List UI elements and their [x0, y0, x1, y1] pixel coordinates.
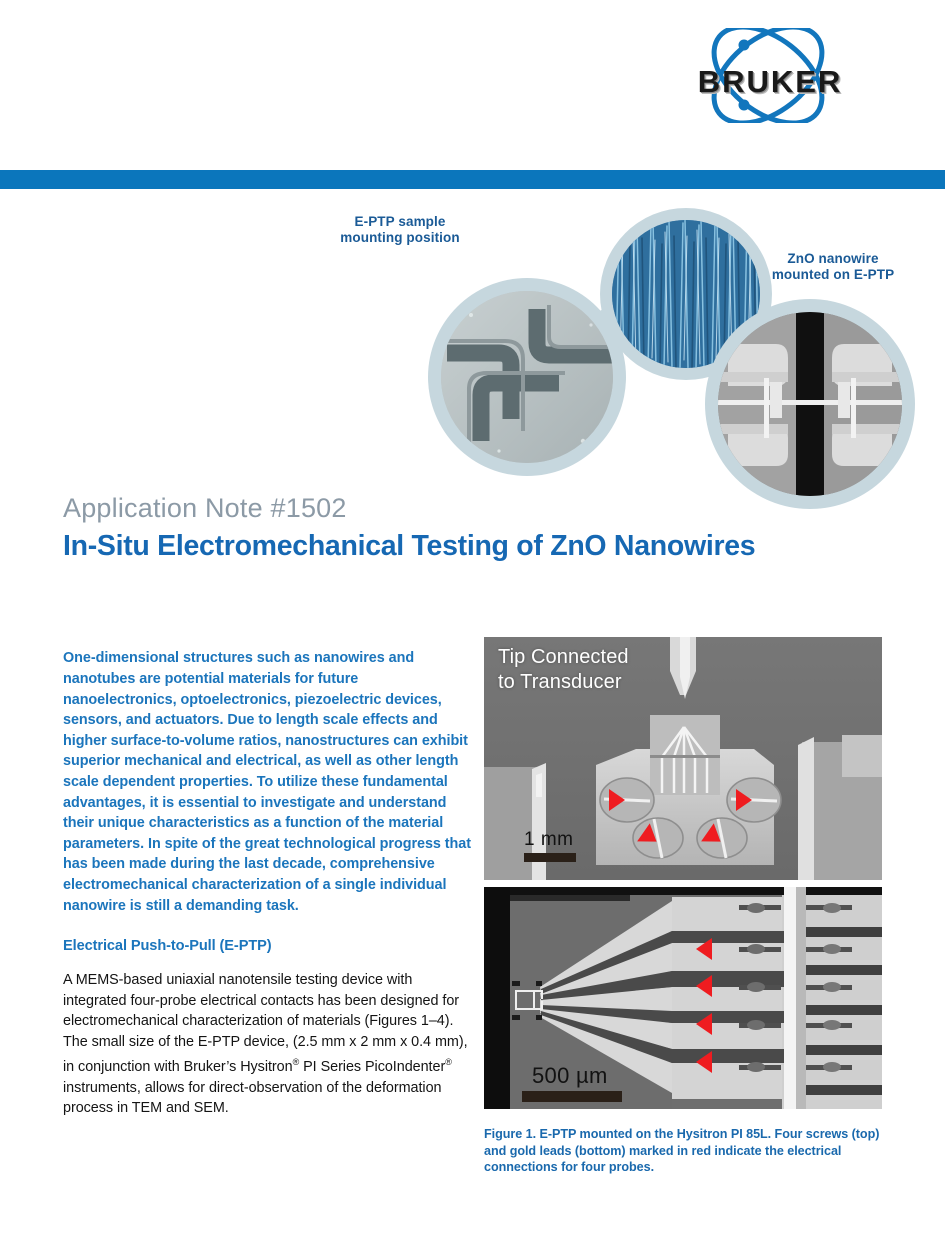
- section-paragraph-eptp: [63, 970, 475, 1119]
- title-block: [63, 492, 893, 564]
- bruker-logo: [676, 28, 861, 123]
- red-arrow-lead-2: [696, 975, 712, 997]
- eptp-device-image: [441, 291, 613, 463]
- article-left-column: [63, 634, 475, 1133]
- hero-label-eptp-line1: E-PTP sample: [354, 214, 446, 229]
- section-heading-eptp: Electrical Push-to-Pull (E-PTP): [63, 938, 272, 955]
- red-arrow-lead-1: [696, 938, 712, 960]
- logo-wordmark: BRUKER: [697, 64, 843, 99]
- hero-label-zno-line2: mounted on E-PTP: [771, 267, 895, 282]
- sem-top-overlay-line1: Tip Connected: [498, 646, 629, 668]
- hero-label-eptp-line2: mounting position: [340, 230, 460, 245]
- intro-paragraph: One-dimensional structures such as nanowires and nanotubes are potential materials for future nanoelectronics, optoelectronics, piezoelectric devices, sensors, and actuators. Due to length scale effects and higher surface-to-volume ratios, nanostructures can exhibit superior mechanical and electrical, as well as other length scale dependent properties. To utilize these fundamental advantages, it is essential to investigate and understand their unique characteristics as a function of the material parameters. In spite of the great technological progress that has been made during the last decade, comprehensive electromechanical characterization of a single individual nanowire is still a demanding task.: [63, 650, 471, 914]
- sem-top-overlay-line2: to Transducer: [498, 671, 622, 693]
- page-title: In-Situ Electromechanical Testing of ZnO Nanowires: [63, 530, 756, 562]
- red-arrow-screw-1: [609, 789, 625, 811]
- hero-label-eptp: [300, 214, 500, 246]
- sem-top-scalebar-label: 1 mm: [524, 829, 574, 850]
- sem-bottom-scalebar-label: 500 µm: [532, 1063, 608, 1088]
- figure-column: [484, 637, 882, 1109]
- header-accent-bar: [0, 170, 945, 189]
- figure-1-caption: Figure 1. E-PTP mounted on the Hysitron PI 85L. Four screws (top) and gold leads (bottom) marked in red indicate the electrical connections for four probes.: [484, 1127, 880, 1175]
- sem-top-scalebar: [524, 853, 576, 862]
- zno-nanowire-mounted-circle: [705, 299, 915, 509]
- hero-graphic: [0, 196, 945, 486]
- registered-mark-2: ®: [445, 1057, 452, 1068]
- section-paragraph-part1: A MEMS-based uniaxial nanotensile testing device with integrated four-probe electrical contacts has been designed for electromechanical characterization of materials (Figures 1–4). The small size of the E-PTP device, (2.5 mm x 2 mm x 0.4 mm), in conjunction with Bruker’s Hysitron: [63, 972, 468, 1076]
- section-paragraph-part3: instruments, allows for direct-observation of the deformation process in TEM and SEM.: [63, 1079, 442, 1117]
- hero-label-zno-line1: ZnO nanowire: [787, 251, 879, 266]
- sem-bottom-scalebar: [522, 1091, 622, 1102]
- zno-nanowire-mounted-image: [718, 312, 902, 496]
- registered-mark-1: ®: [292, 1057, 300, 1068]
- sem-gold-leads-image: [484, 887, 882, 1109]
- sem-tip-transducer-image: [484, 637, 882, 880]
- sem-top-overlay-label: [498, 645, 629, 695]
- application-note-eyebrow: Application Note #1502: [63, 493, 347, 523]
- section-paragraph-part2: PI Series PicoIndenter: [299, 1059, 446, 1076]
- eptp-device-circle: [428, 278, 626, 476]
- red-arrow-lead-4: [696, 1051, 712, 1073]
- red-arrow-lead-3: [696, 1013, 712, 1035]
- red-arrow-screw-2: [736, 789, 752, 811]
